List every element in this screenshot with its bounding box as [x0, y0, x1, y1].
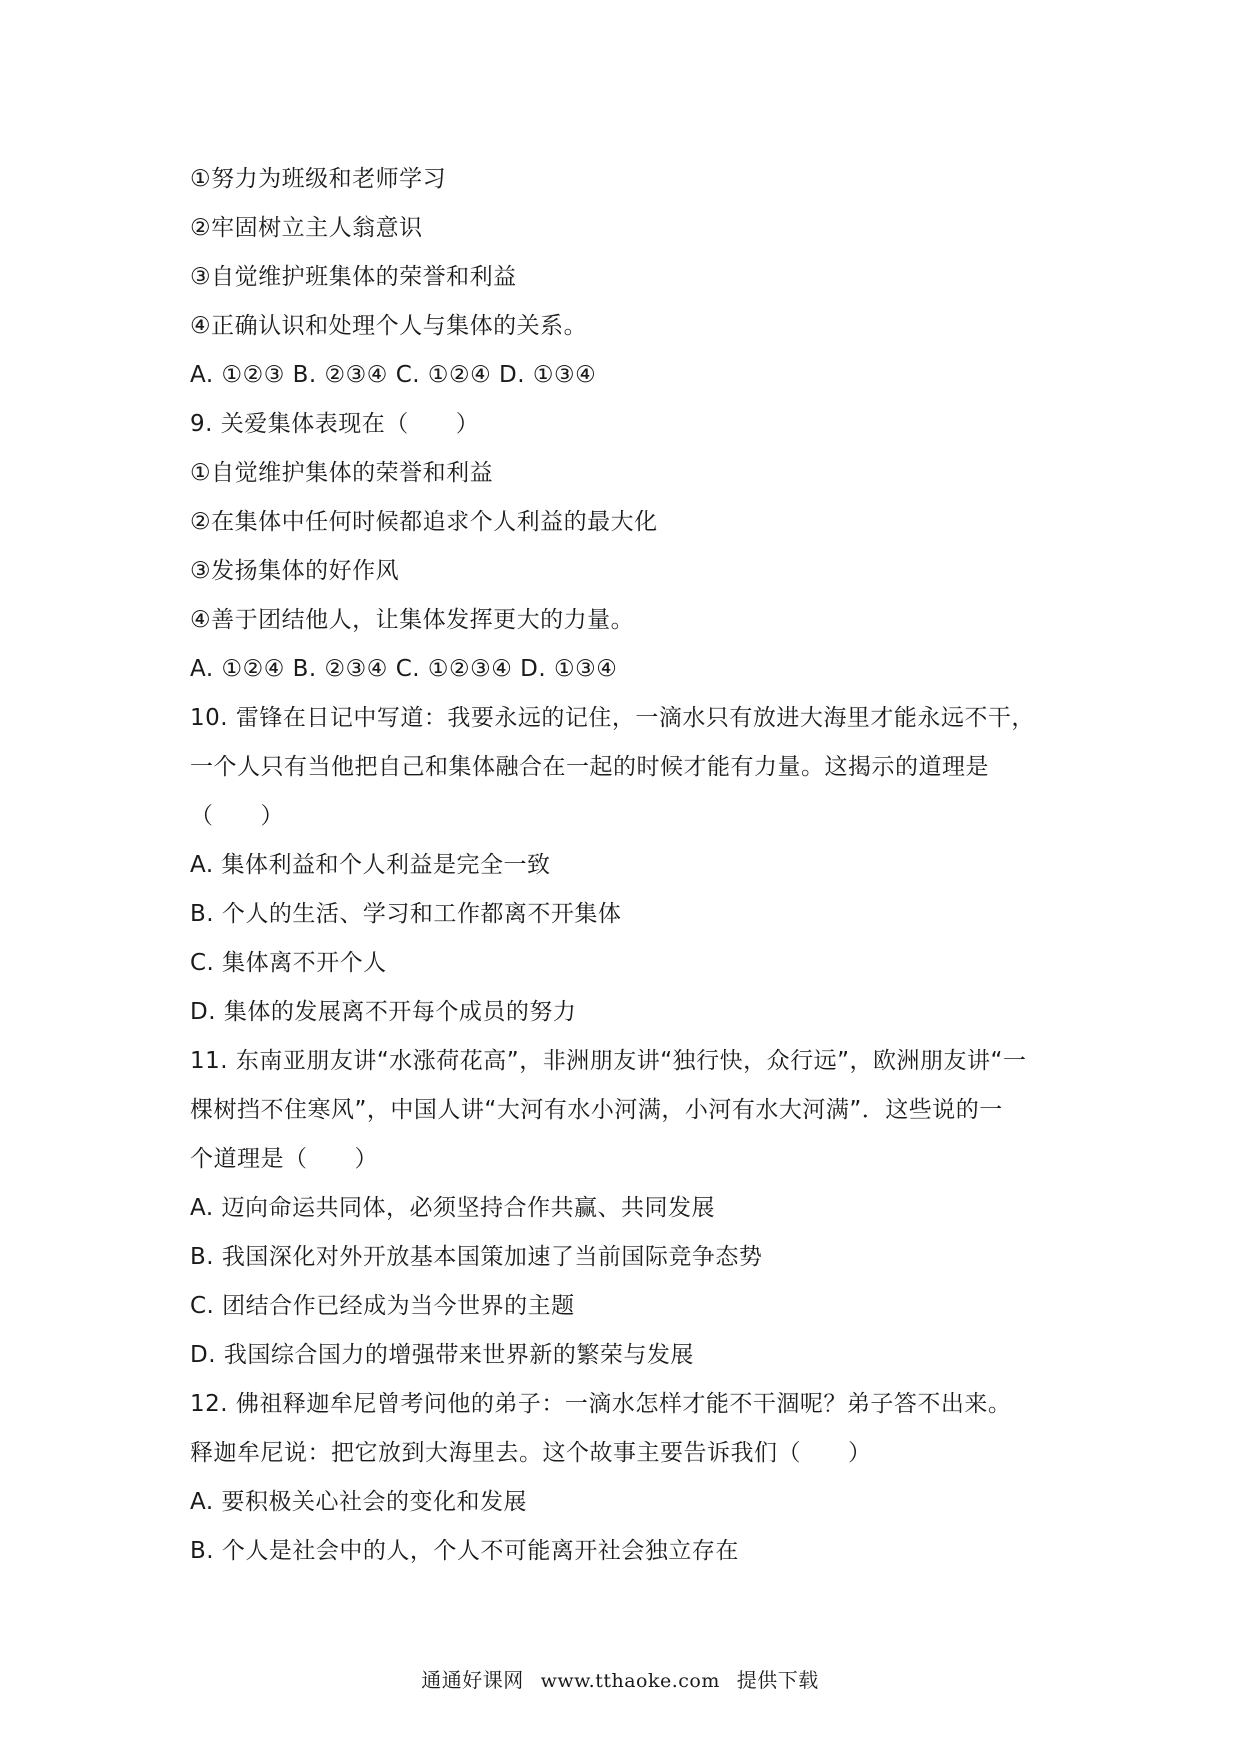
option-line: ③自觉维护班集体的荣誉和利益 — [190, 264, 517, 290]
answer-choices: A. ①②③ B. ②③④ C. ①②④ D. ①③④ — [190, 362, 597, 388]
answer-option-a: A. 迈向命运共同体，必须坚持合作共赢、共同发展 — [190, 1195, 715, 1221]
option-line: ①自觉维护集体的荣誉和利益 — [190, 460, 494, 486]
option-line: ④善于团结他人，让集体发挥更大的力量。 — [190, 607, 635, 633]
question-11: 11. 东南亚朋友讲“水涨荷花高”，非洲朋友讲“独行快，众行远”，欧洲朋友讲“一 — [190, 1048, 1027, 1074]
answer-option-b: B. 个人的生活、学习和工作都离不开集体 — [190, 901, 622, 927]
answer-option-d: D. 集体的发展离不开每个成员的努力 — [190, 999, 577, 1025]
question-12: 12. 佛祖释迦牟尼曾考问他的弟子：一滴水怎样才能不干涸呢？弟子答不出来。 — [190, 1391, 1012, 1417]
footer-site-name: 通通好课网 — [421, 1668, 524, 1692]
answer-option-a: A. 要积极关心社会的变化和发展 — [190, 1489, 527, 1515]
question-12-cont: 释迦牟尼说：把它放到大海里去。这个故事主要告诉我们（ ） — [190, 1440, 872, 1466]
option-line: ②牢固树立主人翁意识 — [190, 215, 423, 241]
option-line: ④正确认识和处理个人与集体的关系。 — [190, 313, 588, 339]
question-10-cont: 一个人只有当他把自己和集体融合在一起的时候才能有力量。这揭示的道理是 — [190, 754, 989, 780]
option-line: ③发扬集体的好作风 — [190, 558, 400, 584]
answer-choices: A. ①②④ B. ②③④ C. ①②③④ D. ①③④ — [190, 656, 618, 682]
option-line: ①努力为班级和老师学习 — [190, 166, 447, 192]
question-10: 10. 雷锋在日记中写道：我要永远的记住，一滴水只有放进大海里才能永远不干， — [190, 705, 1035, 731]
answer-option-d: D. 我国综合国力的增强带来世界新的繁荣与发展 — [190, 1342, 694, 1368]
question-content — [190, 155, 1070, 1576]
question-9: 9. 关爱集体表现在（ ） — [190, 411, 480, 437]
answer-option-a: A. 集体利益和个人利益是完全一致 — [190, 852, 551, 878]
question-11-cont: 棵树挡不住寒风”，中国人讲“大河有水小河满，小河有水大河满”．这些说的一 — [190, 1097, 1003, 1123]
answer-option-c: C. 集体离不开个人 — [190, 950, 387, 976]
option-line: ②在集体中任何时候都追求个人利益的最大化 — [190, 509, 658, 535]
question-11-cont: 个道理是（ ） — [190, 1146, 378, 1172]
question-10-cont: （ ） — [190, 803, 284, 829]
answer-option-c: C. 团结合作已经成为当今世界的主题 — [190, 1293, 575, 1319]
footer-suffix: 提供下载 — [736, 1668, 819, 1692]
answer-option-b: B. 个人是社会中的人，个人不可能离开社会独立存在 — [190, 1538, 739, 1564]
footer-url: www.tthaoke.com — [540, 1670, 720, 1692]
page-footer — [0, 1664, 1240, 1693]
answer-option-b: B. 我国深化对外开放基本国策加速了当前国际竞争态势 — [190, 1244, 763, 1270]
